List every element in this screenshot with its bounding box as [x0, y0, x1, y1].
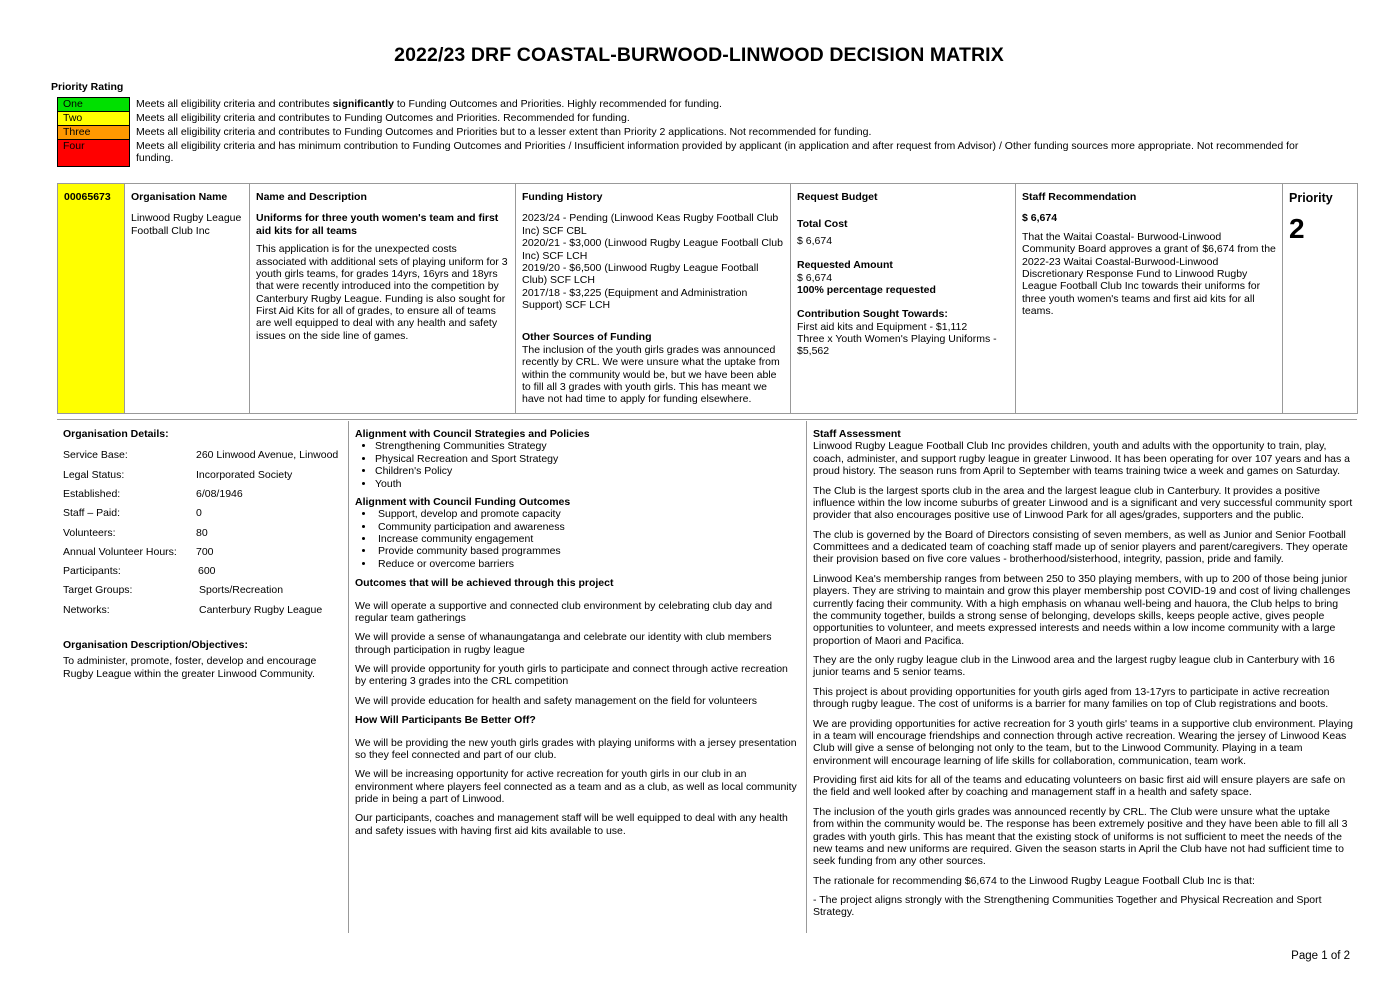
list-item: • Physical Recreation and Sport Strategy [375, 453, 800, 465]
detail-label: Participants: [63, 565, 121, 578]
outcome-paragraph: We will provide opportunity for youth girls to participate and connect through active recreation by entering 3 grades into the CRL competition [355, 663, 788, 688]
detail-value: Sports/Recreation [199, 584, 284, 597]
detail-row [63, 604, 348, 623]
assessment-paragraph: Linwood Kea's membership ranges from between 250 to 350 playing members, with up to 200 of those being junior players. They are striving to maintain and grow this player membership post COVID-19 and cost of living challenges currently facing their community. With a high emphasis on whanau well-being and hauora, the Club helps to bring the community together, builds a strong sense of belonging, develops skills, keeps people active, gives people opportunities to volunteer, and meets expressed interests and needs within a low income community with a large proportion of Maori and Pacifica. [813, 572, 1351, 647]
funding-history-item: 2020/21 - $3,000 (Linwood Rugby League Football Club Inc) SCF LCH [522, 237, 783, 262]
outcome-paragraph: We will provide education for health and safety management on the field for volunteers [355, 694, 757, 707]
detail-value: 600 [198, 565, 216, 578]
detail-value: 80 [196, 526, 208, 539]
organisation-name: Linwood Rugby League Football Club Inc [131, 212, 242, 237]
staff-assessment-heading: Staff Assessment [813, 428, 901, 440]
alignment-section [355, 428, 800, 844]
better-off-paragraph: We will be increasing opportunity for active recreation for youth girls in our club in an environment where players feel connected as a team and as a club, as well as local community pride in being a part of Linwood. [355, 768, 797, 805]
assessment-paragraph: Providing first aid kits for all of the teams and educating volunteers on basic first aid will ensure players are safe on the field and well looked after by coaching and management staff in a health and safety space. [813, 774, 1346, 799]
funding-outcomes-heading: Alignment with Council Funding Outcomes [355, 495, 571, 508]
other-sources-text: The inclusion of the youth girls grades was announced recently by CRL. We were unsure what the uptake from within the community would be, but we have been able to fill all 3 grades with youth girls. This has meant we have not had time to apply for funding elsewhere. [522, 343, 780, 406]
application-summary-table [57, 183, 1358, 414]
detail-label: Staff – Paid: [63, 507, 121, 520]
organisation-details-heading: Organisation Details: [63, 428, 169, 440]
organisation-details [63, 428, 348, 680]
priority-three-label: Three [58, 126, 130, 140]
staff-recommendation-text: That the Waitai Coastal- Burwood-Linwood Community Board approves a grant of $6,674 from the 2022-23 Waitai Coastal-Burwood-Linwood Discretionary Response Fund to Linwood Rugby League Football Club Inc towards their uniforms for three youth women's teams and first aid kits for all teams. [1022, 230, 1276, 317]
detail-row [63, 584, 348, 603]
strategies-list [355, 440, 800, 490]
detail-row [63, 449, 348, 468]
application-id: 00065673 [58, 184, 125, 414]
funding-history-heading: Funding History [522, 191, 603, 203]
project-description: This application is for the unexpected costs associated with additional sets of playing uniform for 3 youth girls teams, for grades 14yrs, 16yrs and 18yrs that were recently introduced into the competition by Canterbury Rugby League. Funding is also sought for First Aid Kits for all of grades, to ensure all of teams are well equipped to deal with any health and safety issues on the side line of games. [256, 243, 508, 342]
detail-label: Networks: [63, 603, 110, 616]
staff-recommendation-heading: Staff Recommendation [1022, 191, 1137, 203]
assessment-paragraph: This project is about providing opportunities for youth girls aged from 13-17yrs to participate in active recreation through rugby league. The cost of uniforms is a barrier for many families on top of Club registrations and boots. [813, 685, 1330, 711]
priority-one-desc [130, 98, 1307, 112]
column-divider [806, 421, 807, 933]
page-number: Page 1 of 2 [1291, 950, 1350, 962]
page-title: 2022/23 DRF COASTAL-BURWOOD-LINWOOD DECISION MATRIX [394, 44, 1004, 66]
detail-row [63, 546, 348, 565]
priority-one-desc-post: to Funding Outcomes and Priorities. Highly recommended for funding. [393, 97, 722, 110]
priority-two-desc: Meets all eligibility criteria and contributes to Funding Outcomes and Priorities. Recommended for funding. [136, 111, 630, 124]
detail-label: Service Base: [63, 449, 128, 462]
detail-value: Canterbury Rugby League [199, 603, 323, 616]
contribution-label: Contribution Sought Towards: [797, 308, 948, 321]
detail-row [63, 527, 348, 546]
detail-row [63, 565, 348, 584]
other-sources-heading: Other Sources of Funding [522, 331, 652, 344]
detail-label: Established: [63, 487, 121, 500]
priority-four-label: Four [58, 140, 130, 167]
assessment-paragraph: The Club is the largest sports club in the area and the largest league club in Canterbury. It provides a positive influence within the low income suburbs of greater Linwood and is a significant and very successful community sport provider that also encourages positive use of Linwood Park for all ages/grades, supporters and the public. [813, 484, 1353, 522]
detail-row [63, 469, 348, 488]
assessment-paragraph: The club is governed by the Board of Directors consisting of seven members, as well as Junior and Senior Football Committees and a dedicated team of coaching staff made up of senior players and parent/caregivers. They operate their provision based on five core values - brotherhood/sisterhood, integrity, passion, pride and family. [813, 528, 1348, 566]
priority-one-desc-pre: Meets all eligibility criteria and contributes [136, 97, 333, 110]
project-title: Uniforms for three youth women's team and first aid kits for all teams [256, 212, 499, 237]
priority-cell [1283, 184, 1358, 414]
assessment-paragraph: The rationale for recommending $6,674 to the Linwood Rugby League Football Club Inc is that: [813, 874, 1255, 887]
assessment-paragraph: - The project aligns strongly with the Strengthening Communities Together and Physical Recreation and Sport Strategy. [813, 894, 1322, 919]
organisation-description: To administer, promote, foster, develop and encourage Rugby League within the greater Linwood Community. [63, 655, 317, 680]
list-item: • Reduce or overcome barriers [375, 558, 800, 570]
assessment-paragraph: They are the only rugby league club in the Linwood area and the largest rugby league club in Canterbury with 16 junior teams and 5 senior teams. [813, 654, 1335, 679]
percentage-requested: 100% percentage requested [797, 283, 936, 296]
total-cost-label: Total Cost [797, 218, 848, 231]
priority-two-label: Two [58, 112, 130, 126]
staff-recommendation-amount: $ 6,674 [1022, 212, 1058, 225]
priority-three-desc: Meets all eligibility criteria and contributes to Funding Outcomes and Priorities but to a lesser extent than Priority 2 applications. Not recommended for funding. [136, 125, 872, 138]
staff-assessment [813, 428, 1353, 926]
assessment-paragraph: The inclusion of the youth girls grades was announced recently by CRL. The Club were unsure what the uptake from within the community would be. The response has been extremely positive and they have been able to fill all 3 grades with youth girls. This has meant that the existing stock of uniforms is not sufficient to meet the needs of the new teams and new uniforms are required. Given the season starts in April the Club have not had sufficient time to seek funding from any other sources. [813, 805, 1348, 868]
organisation-description-heading: Organisation Description/Objectives: [63, 639, 248, 652]
list-item: • Youth [375, 478, 800, 490]
detail-value: 0 [196, 507, 202, 520]
priority-four-desc: Meets all eligibility criteria and has minimum contribution to Funding Outcomes and Priorities / Insufficient information provided by applicant (in application and after request from Advisor) / Other funding sources more appropriate. Not recommended for funding. [136, 139, 1299, 164]
list-item: • Strengthening Communities Strategy [375, 440, 800, 452]
name-description-cell [250, 184, 516, 414]
better-off-paragraph: We will be providing the new youth girls grades with playing uniforms with a jersey presentation so they feel connected and part of our club. [355, 736, 797, 761]
total-cost-value: $ 6,674 [797, 234, 833, 247]
list-item: • Provide community based programmes [375, 545, 800, 557]
section-divider [57, 419, 1357, 420]
priority-rating-legend [57, 97, 1307, 167]
request-budget-cell [791, 184, 1016, 414]
assessment-paragraph: Linwood Rugby League Football Club Inc provides children, youth and adults with the opportunity to train, play, coach, administer, and support rugby league in greater Linwood. It has been operating for over 107 years and has a proud history. The season runs from April to September with teams training twice a week and games on Saturday. [813, 440, 1351, 478]
better-off-heading: How Will Participants Be Better Off? [355, 714, 536, 727]
detail-value: 700 [196, 545, 214, 558]
detail-label: Legal Status: [63, 468, 125, 481]
contribution-item: Three x Youth Women's Playing Uniforms - $5,562 [797, 333, 997, 358]
outcome-paragraph: We will operate a supportive and connected club environment by celebrating club day and regular team gatherings [355, 599, 773, 624]
detail-value: 6/08/1946 [196, 487, 243, 500]
name-description-heading: Name and Description [256, 191, 367, 203]
better-off-paragraph: Our participants, coaches and management staff will be well equipped to deal with any health and safety issues with having first aid kits available to use. [355, 812, 788, 837]
request-budget-heading: Request Budget [797, 191, 878, 203]
detail-label: Volunteers: [63, 526, 116, 539]
priority-value: 2 [1289, 212, 1305, 244]
priority-rating-heading: Priority Rating [51, 81, 124, 93]
priority-one-label: One [58, 98, 130, 112]
list-item: • Increase community engagement [375, 533, 800, 545]
organisation-name-heading: Organisation Name [131, 191, 228, 203]
detail-label: Annual Volunteer Hours: [63, 545, 177, 558]
assessment-paragraph: We are providing opportunities for active recreation for 3 youth girls' teams in a supportive club environment. Playing in a team will encourage friendships and connection through active recreation. Wearing the jersey of Linwood Keas Club will give a sense of belonging not only to the team, but to the Linwood Community. Playing in a team environment will encourage learning of life skills for collaboration, communication, team work. [813, 717, 1353, 767]
priority-heading: Priority [1289, 191, 1333, 205]
outcome-paragraph: We will provide a sense of whanaungatanga and celebrate our identity with club members through participation in rugby league [355, 631, 772, 656]
detail-label: Target Groups: [63, 584, 133, 597]
requested-amount-value: $ 6,674 [797, 271, 833, 284]
funding-history-item: 2023/24 - Pending (Linwood Keas Rugby Football Club Inc) SCF CBL [522, 212, 779, 237]
funding-outcomes-list [355, 508, 800, 570]
funding-history-item: 2017/18 - $3,225 (Equipment and Administration Support) SCF LCH [522, 286, 748, 311]
organisation-name-cell [125, 184, 250, 414]
contribution-item: First aid kits and Equipment - $1,112 [797, 320, 968, 333]
strategies-heading: Alignment with Council Strategies and Policies [355, 428, 590, 440]
list-item: • Community participation and awareness [375, 521, 800, 533]
outcomes-achieved-heading: Outcomes that will be achieved through this project [355, 577, 614, 590]
detail-row [63, 507, 348, 526]
detail-value: 260 Linwood Avenue, Linwood [196, 449, 339, 462]
detail-row [63, 488, 348, 507]
priority-one-desc-bold: significantly [332, 97, 394, 110]
staff-recommendation-cell [1016, 184, 1283, 414]
funding-history-cell [516, 184, 791, 414]
requested-amount-label: Requested Amount [797, 259, 893, 272]
funding-history-item: 2019/20 - $6,500 (Linwood Rugby League Football Club) SCF LCH [522, 261, 759, 287]
detail-value: Incorporated Society [196, 468, 293, 481]
list-item: • Children's Policy [375, 465, 800, 477]
list-item: • Support, develop and promote capacity [375, 508, 800, 520]
column-divider [348, 421, 349, 933]
